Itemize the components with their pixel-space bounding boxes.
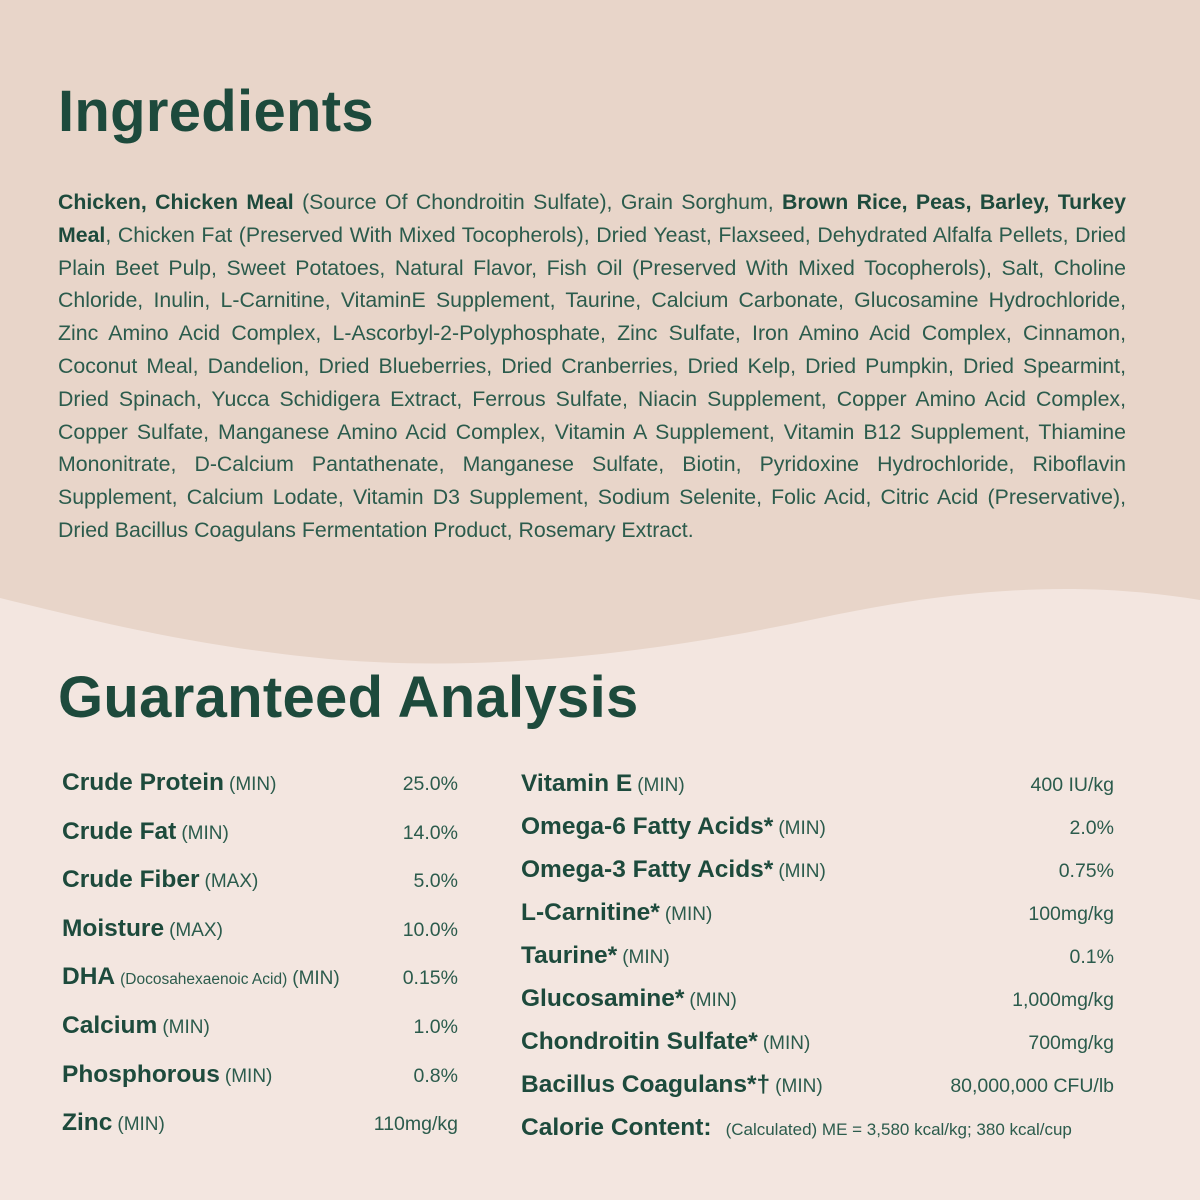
nutrient-name: Omega-3 Fatty Acids* [521,856,774,883]
nutrient-note: (Docosahexaenoic Acid) [120,971,288,989]
nutrient-name: Omega-6 Fatty Acids* [521,813,774,840]
analysis-row [521,985,1114,1028]
nutrient-qualifier: (MIN) [117,1114,165,1136]
nutrient-name: Calcium [62,1011,158,1039]
analysis-row [521,899,1114,942]
nutrient-qualifier: (MIN) [689,990,737,1011]
ingredient-segment: , Chicken Fat (Preserved With Mixed Tocopherols), Dried Yeast, Flaxseed, Dehydrated Alfalfa Pellets, Dried Plain Beet Pulp, Sweet Potatoes, Natural Flavor, Fish Oil (Preserved With Mixed Tocopherols), Salt, Choline Chloride, Inulin, L-Carnitine, VitaminE Supplement, Taurine, Calcium Carbonate, Glucosamine Hydrochloride, Zinc Amino Acid Complex, L-Ascorbyl-2-Polyphosphate, Zinc Sulfate, Iron Amino Acid Complex, Cinnamon, Coconut Meal, Dandelion, Dried Blueberries, Dried Cranberries, Dried Kelp, Dried Pumpkin, Dried Spearmint, Dried Spinach, Yucca Schidigera Extract, Ferrous Sulfate, Niacin Supplement, Copper Amino Acid Complex, Copper Sulfate, Manganese Amino Acid Complex, Vitamin A Supplement, Vitamin B12 Supplement, Thiamine Mononitrate, D-Calcium Pantathenate, Manganese Sulfate, Biotin, Pyridoxine Hydrochloride, Riboflavin Supplement, Calcium Lodate, Vitamin D3 Supplement, Sodium Selenite, Folic Acid, Citric Acid (Preservative), Dried Bacillus Coagulans Fermentation Product, Rosemary Extract. [58,222,1126,542]
nutrient-name: Glucosamine* [521,985,685,1012]
nutrient-name: Zinc [62,1109,113,1137]
nutrient-value: 0.15% [402,967,458,990]
nutrient-name: DHA [62,963,116,991]
calorie-content-row [521,1114,1114,1157]
nutrient-name: Phosphorous [62,1060,220,1088]
nutrient-qualifier: (MIN) [664,904,713,925]
ingredient-bold-segment: Brown Rice, Peas, Barley, Turkey Meal [58,190,1126,247]
analysis-row [521,856,1114,899]
nutrient-value: 1,000mg/kg [1012,989,1114,1011]
ingredients-list [58,186,1126,547]
nutrient-value: 0.1% [1069,946,1114,968]
nutrient-value: 25.0% [402,773,458,795]
nutrient-value: 0.75% [1058,860,1114,882]
nutrient-value: 400 IU/kg [1030,774,1114,796]
nutrient-qualifier: (MIN) [229,774,277,795]
analysis-row [62,866,458,915]
analysis-left-column [62,769,458,1158]
nutrient-qualifier: (MAX) [204,871,259,893]
nutrient-qualifier: (MIN) [778,861,826,882]
ingredient-bold-segment: Chicken, Chicken Meal [58,190,294,214]
analysis-row [62,963,458,1012]
nutrient-name: L-Carnitine* [521,899,660,926]
analysis-row [521,1028,1114,1071]
analysis-row [62,818,458,867]
nutrient-value: 700mg/kg [1028,1032,1114,1054]
nutrient-value: 1.0% [413,1015,458,1038]
nutrient-name: Moisture [62,914,165,942]
calorie-content-detail: (Calculated) ME = 3,580 kcal/kg; 380 kcal/cup [725,1120,1072,1139]
analysis-row [521,813,1114,856]
ingredients-heading: Ingredients [58,79,374,144]
nutrient-qualifier: (MIN) [622,947,670,968]
nutrient-name: Crude Fat [62,817,177,845]
analysis-row [62,1061,458,1110]
nutrient-name: Taurine* [521,942,618,969]
analysis-row [62,769,458,818]
nutrient-value: 5.0% [413,870,458,893]
nutrient-qualifier: (MIN) [162,1016,210,1038]
analysis-row [521,1071,1114,1114]
analysis-row [62,1012,458,1061]
nutrient-value: 100mg/kg [1028,903,1114,925]
nutrient-value: 14.0% [402,821,458,844]
analysis-row [521,770,1114,813]
nutrient-value: 10.0% [402,918,458,941]
nutrient-qualifier: (MIN) [292,968,340,990]
analysis-row [521,942,1114,985]
nutrient-qualifier: (MAX) [169,919,223,941]
nutrient-value: 80,000,000 CFU/lb [950,1075,1114,1097]
nutrient-qualifier: (MIN) [224,1065,273,1087]
analysis-row [62,915,458,964]
nutrient-name: Bacillus Coagulans*† [521,1071,771,1098]
nutrient-name: Vitamin E [521,770,633,797]
calorie-content-label: Calorie Content: [521,1114,712,1141]
nutrient-value: 0.8% [413,1064,458,1087]
analysis-row [62,1109,458,1158]
nutrient-qualifier: (MIN) [762,1033,811,1054]
nutrient-value: 110mg/kg [373,1113,458,1136]
nutrient-qualifier: (MIN) [637,775,685,796]
nutrient-value: 2.0% [1069,817,1114,839]
nutrient-name: Crude Protein [62,769,224,796]
ingredient-segment: (Source Of Chondroitin Sulfate), Grain Sorghum, [293,190,782,214]
nutrient-qualifier: (MIN) [778,818,826,839]
guaranteed-analysis-heading: Guaranteed Analysis [58,665,639,730]
nutrient-qualifier: (MIN) [775,1076,823,1097]
nutrient-name: Chondroitin Sulfate* [521,1028,758,1055]
analysis-right-column [521,770,1114,1157]
nutrient-qualifier: (MIN) [181,822,229,844]
nutrient-name: Crude Fiber [62,866,200,894]
